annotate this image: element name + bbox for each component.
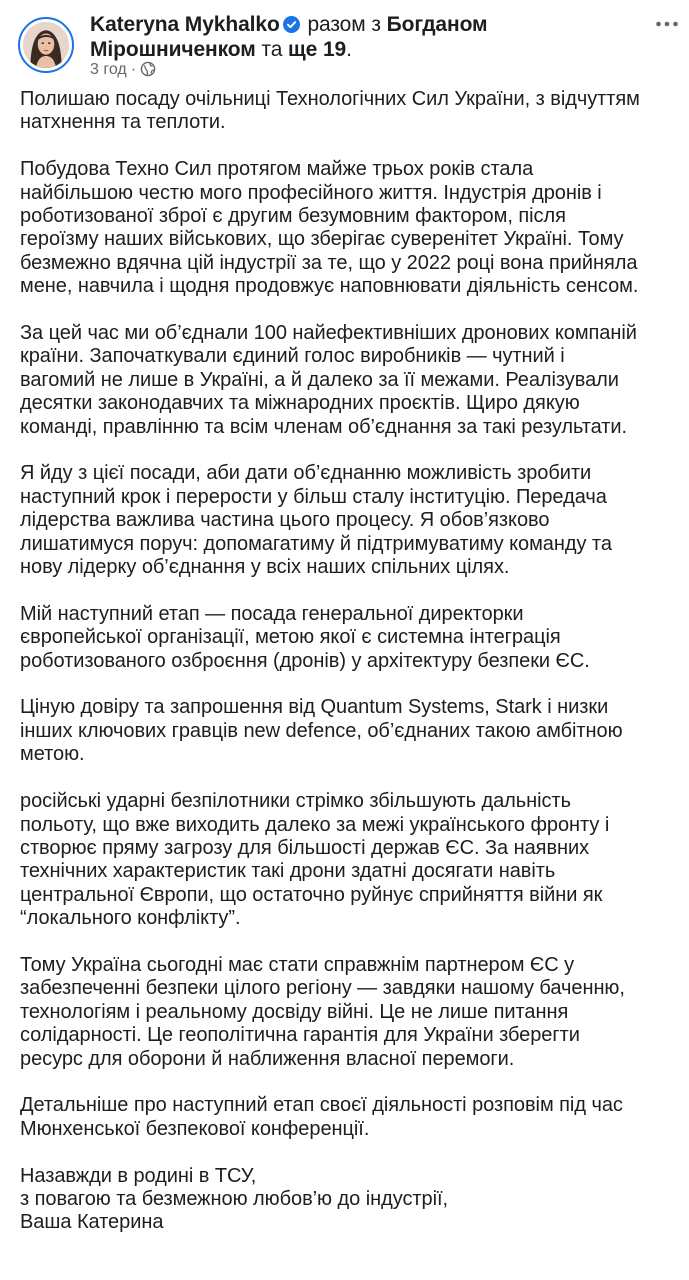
and-text: та: [261, 38, 283, 61]
post-text-line: технологіям і реальному досвіду війні. Це не лише питання: [20, 1000, 569, 1023]
post-text-line: солідарності. Це геополітична гарантія для України зберегти: [20, 1024, 580, 1047]
author-avatar[interactable]: [18, 17, 74, 73]
post-text-line: забезпеченні безпеки цілого регіону — завдяки нашому баченню,: [20, 977, 625, 1000]
post-timestamp[interactable]: 3 год: [90, 61, 127, 78]
post-header: [0, 0, 689, 84]
post-text-line: ресурс для оборони й наближення власної перемоги.: [20, 1047, 515, 1070]
post-paragraph: [20, 158, 675, 298]
post-text-line: технічних характеристик такі дрони здатні досягати навіть: [20, 860, 556, 883]
post-text-line: найбільшою честю мого професійного життя. Індустрія дронів і: [20, 181, 602, 204]
post-author-line: [90, 12, 635, 62]
post-text-line: героїзму наших військових, що зберігає суверенітет Україні. Тому: [20, 228, 624, 251]
post-text-line: Мюнхенської безпекової конференції.: [20, 1117, 370, 1140]
post-text-line: Я йду з цієї посади, аби дати об’єднанню можливість зробити: [20, 462, 592, 485]
post-text-line: За цей час ми об’єднали 100 найефективніших дронових компаній: [20, 322, 637, 345]
post-text-line: лідерства важлива частина цього процесу. Я обов’язково: [20, 509, 550, 532]
post-text-line: створює пряму загрозу для більшості держав ЄС. За наявних: [20, 836, 590, 859]
post-text-line: вагомий не лише в Україні, а й далеко за її межами. Реалізували: [20, 368, 619, 391]
post-text-line: Полишаю посаду очільниці Технологічних Сил України, з відчуттям: [20, 88, 640, 110]
tagged-person-link[interactable]: Богданом Мірошниченком: [90, 13, 488, 61]
post-text-line: з повагою та безмежною любов’ю до індустрії,: [20, 1187, 448, 1210]
post-text-line: Назавжди в родині в ТСУ,: [20, 1164, 257, 1187]
meta-separator: ·: [130, 61, 137, 78]
post-text-line: лишатимуся поруч: допомагатиму й підтримуватиму команду та: [20, 532, 612, 555]
post-text-line: команді, правлінню та всім членам об’єднання за такі результати.: [20, 415, 628, 438]
post-text-line: польоту, що вже виходить далеко за межі українського фронту і: [20, 813, 610, 836]
others-link[interactable]: ще 19: [288, 38, 347, 61]
avatar-portrait-icon: [23, 22, 69, 68]
post-text-line: Мій наступний етап — посада генеральної директорки: [20, 602, 524, 625]
post-text-line: країни. Започаткували єдиний голос виробників — чутний і: [20, 345, 565, 368]
post-paragraph: [20, 790, 675, 930]
post-text-line: роботизованого озброєння (дронів) у архітектуру безпеки ЄС.: [20, 649, 590, 672]
post-text-line: нову лідерку об’єднання у всіх наших спільних цілях.: [20, 556, 510, 579]
post-text-line: Детальніше про наступний етап своєї діяльності розповім під час: [20, 1094, 623, 1117]
post-text-line: мене, навчила і щодня продовжує наповнювати діяльність сенсом.: [20, 275, 639, 298]
post-paragraph: [20, 462, 675, 579]
post-text-line: десятки законодавчих та міжнародних проєктів. Щиро дякую: [20, 392, 580, 415]
post-text-line: Ціную довіру та запрошення від Quantum Systems, Stark і низки: [20, 696, 609, 719]
post-text-line: безмежно вдячна цій індустрії за те, що у 2022 році вона прийняла: [20, 251, 638, 274]
post-text-line: наступний крок і перерости у більш сталу інституцію. Передача: [20, 485, 607, 508]
post-text-line: “локального конфлікту”.: [20, 907, 241, 930]
post-paragraph: [20, 1165, 675, 1235]
with-prefix: разом з: [307, 13, 381, 36]
post-text-line: Побудова Техно Сил протягом майже трьох років стала: [20, 158, 534, 181]
post-text-line: інших ключових гравців new defence, об’єднаних такою амбітною: [20, 719, 623, 742]
globe-icon[interactable]: [140, 61, 156, 77]
post-paragraph: [20, 603, 675, 673]
verified-badge-icon: [283, 16, 300, 33]
post-meta: [90, 60, 156, 80]
more-horizontal-icon[interactable]: [655, 18, 679, 30]
post-text-line: роботизованої зброї є другим безумовним фактором, після: [20, 205, 566, 228]
post-paragraph: [20, 1094, 675, 1141]
author-line-end: .: [346, 38, 352, 61]
post-text-line: Ваша Катерина: [20, 1211, 164, 1234]
post-text-line: російські ударні безпілотники стрімко збільшують дальність: [20, 790, 571, 813]
post-text-line: європейської організації, метою якої є системна інтеграція: [20, 626, 561, 649]
post-paragraph: [20, 696, 675, 766]
post-text-line: натхнення та теплоти.: [20, 111, 226, 134]
post-text: [20, 88, 675, 1235]
post-text-line: центральної Європи, що остаточно руйнує сприйняття війни як: [20, 883, 603, 906]
post-paragraph: [20, 954, 675, 1071]
post-paragraph: [20, 322, 675, 439]
author-name[interactable]: Kateryna Mykhalko: [90, 13, 280, 36]
post-text-line: Тому Україна сьогодні має стати справжнім партнером ЄС у: [20, 953, 575, 976]
post-text-line: метою.: [20, 743, 85, 766]
post-paragraph: [20, 88, 675, 135]
avatar-photo: [23, 22, 69, 68]
